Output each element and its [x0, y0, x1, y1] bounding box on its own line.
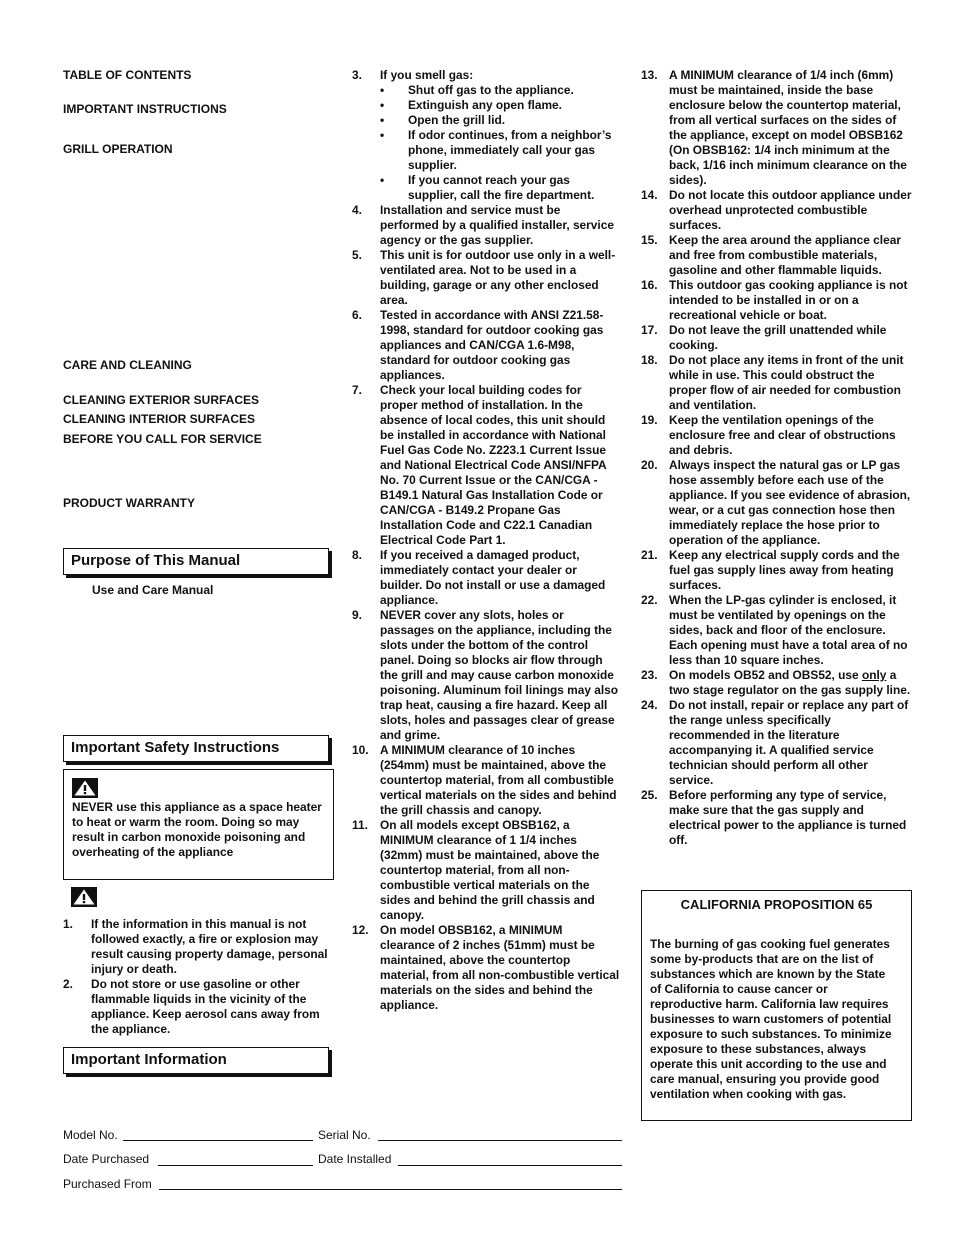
serial-label: Serial No.: [318, 1128, 371, 1142]
list-item: 12. On model OBSB162, a MINIMUM clearance of 2 inches (51mm) must be maintained, above the countertop material, from all non-combustible vertical materials on the sides and behind the appliance.: [352, 923, 620, 1012]
section-info-heading: Important Information: [63, 1047, 329, 1074]
toc-before-service: BEFORE YOU CALL FOR SERVICE: [63, 432, 262, 446]
list-item: 1. If the information in this manual is not followed exactly, a fire or explosion may result causing property damage, personal injury or death.: [63, 917, 328, 976]
bullet-item: • If you cannot reach your gas supplier, call the fire department.: [380, 173, 595, 202]
middle-column: [352, 68, 620, 1013]
list-item: 23. On models OB52 and OBS52, use only a two stage regulator on the gas supply line.: [641, 668, 911, 697]
toc-cleaning-exterior: CLEANING EXTERIOR SURFACES: [63, 393, 260, 407]
bullet-item: • If odor continues, from a neighbor’s phone, immediately call your gas supplier.: [380, 128, 612, 172]
list-item: 5. This unit is for outdoor use only in a well-ventilated area. Not to be used in a building, garage or any other enclosed area.: [352, 248, 616, 307]
prop65-title: CALIFORNIA PROPOSITION 65: [680, 897, 873, 912]
list-item: 17. Do not leave the grill unattended while cooking.: [641, 323, 887, 352]
date-installed-field[interactable]: [398, 1165, 622, 1166]
section-safety-heading: Important Safety Instructions: [63, 735, 329, 762]
left-list: [63, 917, 335, 1037]
date-installed-label: Date Installed: [318, 1152, 392, 1166]
list-item: 3. If you smell gas:: [352, 68, 474, 82]
toc-grill-operation: GRILL OPERATION: [63, 142, 173, 156]
list-item: 19. Keep the ventilation openings of the enclosure free and clear of obstructions and debris.: [641, 413, 896, 457]
list-item: 25. Before performing any type of service, make sure that the gas supply and electrical power to the appliance is turned off.: [641, 788, 907, 847]
list-item: 11. On all models except OBSB162, a MINIMUM clearance of 1 1/4 inches (32mm) must be maintained, above the countertop material, from all non-combustible vertical materials on the sides and behind the grill chassis and canopy.: [352, 818, 600, 922]
list-item: 7. Check your local building codes for proper method of installation. In the absence of local codes, this unit should be installed in accordance with National Fuel Gas Code No. Z223.1 Current Issue and National Electrical Code ANSI/NFPA No. 70 Current Issue or the CAN/CGA - B149.1 Natural Gas Installation Code or CAN/CGA - B149.2 Propane Gas Installation Code and C22.1 Canadian Electrical Code Part 1.: [352, 383, 607, 547]
bullet-item: • Shut off gas to the appliance.: [380, 83, 574, 97]
purpose-text: Use and Care Manual: [92, 583, 214, 597]
bullet-item: • Extinguish any open flame.: [380, 98, 562, 112]
list-item: 2. Do not store or use gasoline or other flammable liquids in the vicinity of the appliance. Keep aerosol cans away from the appliance.: [63, 977, 320, 1036]
serial-field[interactable]: [378, 1140, 622, 1141]
toc-cleaning-interior: CLEANING INTERIOR SURFACES: [63, 412, 256, 426]
list-item: 8. If you received a damaged product, immediately contact your dealer or builder. Do not install or use a damaged appliance.: [352, 548, 606, 607]
toc-care-and-cleaning: CARE AND CLEANING: [63, 358, 192, 372]
bullet-list: [352, 83, 620, 203]
list-item: 6. Tested in accordance with ANSI Z21.58-1998, standard for outdoor cooking gas appliances and CAN/CGA 1.6-M98, standard for outdoor cooking gas appliances.: [352, 308, 604, 382]
list-item: 10. A MINIMUM clearance of 10 inches (254mm) must be maintained, above the countertop material, from all combustible vertical materials on the sides and behind the grill chassis and canopy.: [352, 743, 617, 817]
date-purchased-label: Date Purchased: [63, 1152, 150, 1166]
warning-text: NEVER use this appliance as a space heater to heat or warm the room. Doing so may result in carbon monoxide poisoning and overheating of the appliance: [72, 800, 322, 859]
prop65-text: The burning of gas cooking fuel generates some by-products that are on the list of substances which are known by the State of California to cause cancer or reproductive harm. California law requires businesses to warn customers of potential exposure to such substances. To minimize exposure to these substances, always operate this unit according to the use and care manual, ensuring you provide good ventilation when cooking with gas.: [650, 937, 892, 1101]
right-column: [641, 68, 913, 848]
list-item: 15. Keep the area around the appliance clear and free from combustible materials, gasoline and other flammable liquids.: [641, 233, 901, 277]
prop65-box: [641, 890, 912, 1121]
model-field[interactable]: [123, 1140, 313, 1141]
warning-box: [63, 769, 334, 880]
list-item: 9. NEVER cover any slots, holes or passages on the appliance, including the slots under the bottom of the control panel. Doing so blocks air flow through the grill and may cause carbon monoxide poisoning. Aluminum foil linings may also trap heat, causing a fire hazard. Keep all slots, holes and passages clear of grease and grime.: [352, 608, 619, 742]
bullet-item: • Open the grill lid.: [380, 113, 506, 127]
purchased-from-field[interactable]: [159, 1189, 622, 1190]
toc-product-warranty: PRODUCT WARRANTY: [63, 496, 195, 510]
list-item: 16. This outdoor gas cooking appliance is not intended to be installed in or on a recreational vehicle or boat.: [641, 278, 908, 322]
list-item: 22. When the LP-gas cylinder is enclosed, it must be ventilated by openings on the sides, back and floor of the enclosure. Each opening must have a total area of no less than 10 square inches.: [641, 593, 908, 667]
warning-triangle-icon: [71, 887, 97, 907]
model-label: Model No.: [63, 1128, 118, 1142]
date-purchased-field[interactable]: [158, 1165, 313, 1166]
list-item: 20. Always inspect the natural gas or LP gas hose assembly before each use of the appliance. If you see evidence of abrasion, wear, or a cut gas connection hose then immediately replace the hose prior to operation of the appliance.: [641, 458, 911, 547]
list-item: 21. Keep any electrical supply cords and the fuel gas supply lines away from heating surfaces.: [641, 548, 900, 592]
list-item: 4. Installation and service must be performed by a qualified installer, service agency or the gas supplier.: [352, 203, 614, 247]
toc-heading: TABLE OF CONTENTS: [63, 68, 192, 82]
purchased-from-label: Purchased From: [63, 1177, 152, 1191]
toc-important-instructions: IMPORTANT INSTRUCTIONS: [63, 102, 227, 116]
list-item: 18. Do not place any items in front of the unit while in use. This could obstruct the proper flow of air needed for combustion and ventilation.: [641, 353, 904, 412]
list-item: 24. Do not install, repair or replace any part of the range unless specifically recommended in the literature accompanying it. A qualified service technician should perform all other service.: [641, 698, 909, 787]
list-item: 13. A MINIMUM clearance of 1/4 inch (6mm) must be maintained, inside the base enclosure below the countertop material, from all vertical surfaces on the sides of the appliance, except on model OBSB162 (On OBSB162: 1/4 inch minimum at the back, 1/16 inch minimum clearance on the sides).: [641, 68, 907, 187]
list-item: 14. Do not locate this outdoor appliance under overhead unprotected combustible surfaces.: [641, 188, 912, 232]
warning-triangle-icon: [72, 778, 98, 798]
section-purpose-heading: Purpose of This Manual: [63, 548, 329, 575]
